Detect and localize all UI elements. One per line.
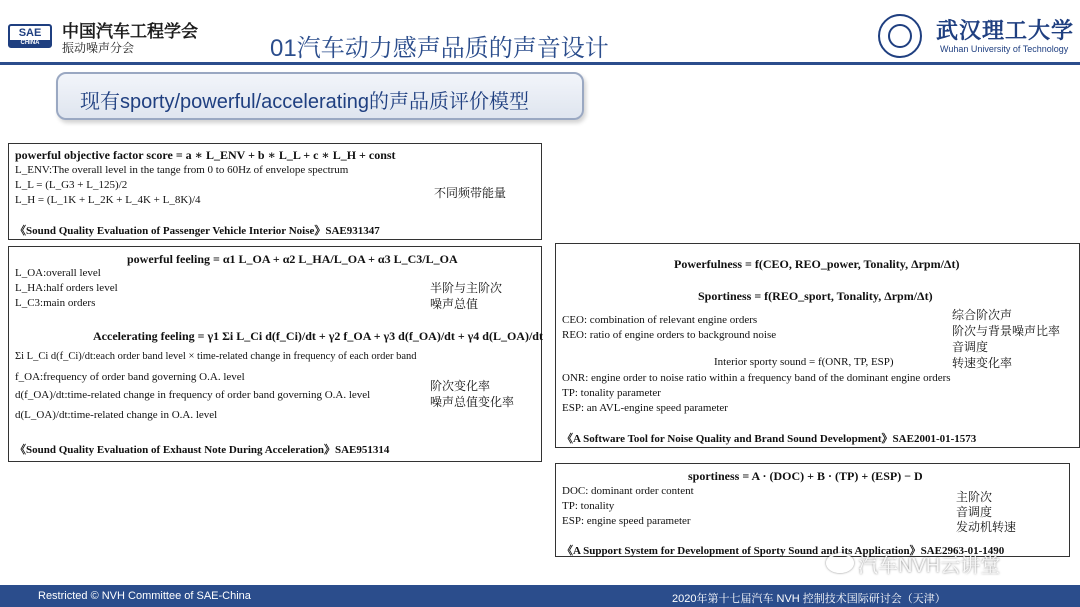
university-emblem-icon (878, 14, 922, 58)
note-rpm-change-rate: 转速变化率 (952, 356, 1013, 370)
note-tonality-2: 音调度 (956, 505, 993, 519)
def-dfoa: d(f_OA)/dt:time-related change in frequency of order band governing O.A. level (15, 389, 371, 401)
formula-powerful-feeling: powerful feeling = α1 L_OA + α2 L_HA/L_OA + α3 L_C3/L_OA (127, 252, 458, 266)
def-onr: ONR: engine order to noise ratio within a frequency band of the dominant engine orders (562, 372, 951, 384)
reference-sae2001-01-1573: 《A Software Tool for Noise Quality and Brand Sound Development》SAE2001-01-1573 (562, 433, 977, 445)
note-order-to-bg-ratio: 阶次与背景噪声比率 (952, 324, 1061, 338)
formula-accelerating-feeling: Accelerating feeling = γ1 Σi L_Ci d(f_Ci)/dt + γ2 f_OA + γ3 d(f_OA)/dt + γ4 d(L_OA)/dt (93, 329, 543, 343)
university-name: 武汉理工大学 (936, 18, 1075, 44)
def-reo: REO: ratio of engine orders to background noise (562, 329, 777, 341)
formula-interior-sporty: Interior sporty sound = f(ONR, TP, ESP) (714, 356, 894, 368)
logo-text-bottom: CHINA (10, 40, 50, 46)
watermark-text: 汽车NVH云讲堂 (858, 555, 1001, 577)
formula-powerfulness: Powerfulness = f(CEO, REO_power, Tonality, Δrpm/Δt) (674, 257, 960, 271)
model-box-sae2963 (555, 463, 1070, 557)
footer-conference: 2020年第十七届汽车 NVH 控制技术国际研讨会（天津） (672, 593, 946, 605)
def-loa: L_OA:overall level (15, 267, 101, 279)
def-foa: f_OA:frequency of order band governing O.A. level (15, 371, 245, 383)
formula-sportiness-abd: sportiness = A · (DOC) + B · (TP) + (ESP) − D (688, 469, 923, 483)
note-combined-orders: 综合阶次声 (952, 308, 1013, 322)
subtitle-box (56, 72, 584, 120)
note-band-energy: 不同频带能量 (434, 186, 507, 200)
reference-sae951314: 《Sound Quality Evaluation of Exhaust Note During Acceleration》SAE951314 (15, 444, 390, 456)
def-tp-tonality: TP: tonality (562, 500, 615, 512)
org-name: 中国汽车工程学会 (62, 22, 198, 41)
note-main-orders: 主阶次 (956, 490, 993, 504)
footer-copyright: Restricted © NVH Committee of SAE-China (38, 590, 251, 602)
note-half-main-orders: 半阶与主阶次 (430, 281, 503, 295)
def-lc3: L_C3:main orders (15, 297, 96, 309)
def-doc: DOC: dominant order content (562, 485, 694, 497)
note-tonality: 音调度 (952, 340, 989, 354)
def-ceo: CEO: combination of relevant engine orders (562, 314, 758, 326)
wechat-icon (826, 553, 854, 573)
def-sum-lci: Σi L_Ci d(f_Ci)/dt:each order band level × time-related change in frequency of each order band (15, 351, 417, 362)
reference-sae2963: 《A Support System for Development of Sporty Sound and its Application》SAE2963-01-1490 (562, 545, 1005, 557)
note-noise-total: 噪声总值 (430, 297, 479, 311)
formula-sportiness: Sportiness = f(REO_sport, Tonality, Δrpm/Δt) (698, 289, 933, 303)
slide-title: 01汽车动力感声品质的声音设计 (270, 35, 609, 62)
def-lha: L_HA:half orders level (15, 282, 118, 294)
sae-china-logo (8, 24, 52, 48)
org-subdivision: 振动噪声分会 (62, 41, 135, 55)
note-noise-total-change-rate: 噪声总值变化率 (430, 395, 515, 409)
university-name-en: Wuhan University of Technology (940, 44, 1069, 54)
def-tp: TP: tonality parameter (562, 387, 661, 399)
def-esp: ESP: an AVL-engine speed parameter (562, 402, 728, 414)
logo-text-top: SAE (18, 27, 42, 39)
def-lh: L_H = (L_1K + L_2K + L_4K + L_8K)/4 (15, 194, 201, 206)
def-esp-speed: ESP: engine speed parameter (562, 515, 691, 527)
note-order-change-rate: 阶次变化率 (430, 379, 491, 393)
reference-sae931347: 《Sound Quality Evaluation of Passenger Vehicle Interior Noise》SAE931347 (15, 225, 380, 237)
note-engine-speed: 发动机转速 (956, 520, 1017, 534)
model-box-sae2001-01-1573 (555, 243, 1080, 448)
subtitle-text: 现有sporty/powerful/accelerating的声品质评价模型 (80, 91, 530, 113)
header-divider (0, 62, 1080, 65)
def-lenv: L_ENV:The overall level in the tange from 0 to 60Hz of envelope spectrum (15, 164, 349, 176)
def-dloa: d(L_OA)/dt:time-related change in O.A. level (15, 409, 218, 421)
formula-powerful-score: powerful objective factor score = a ∗ L_ENV + b ∗ L_L + c ∗ L_H + const (15, 148, 396, 162)
def-ll: L_L = (L_G3 + L_125)/2 (15, 179, 128, 191)
